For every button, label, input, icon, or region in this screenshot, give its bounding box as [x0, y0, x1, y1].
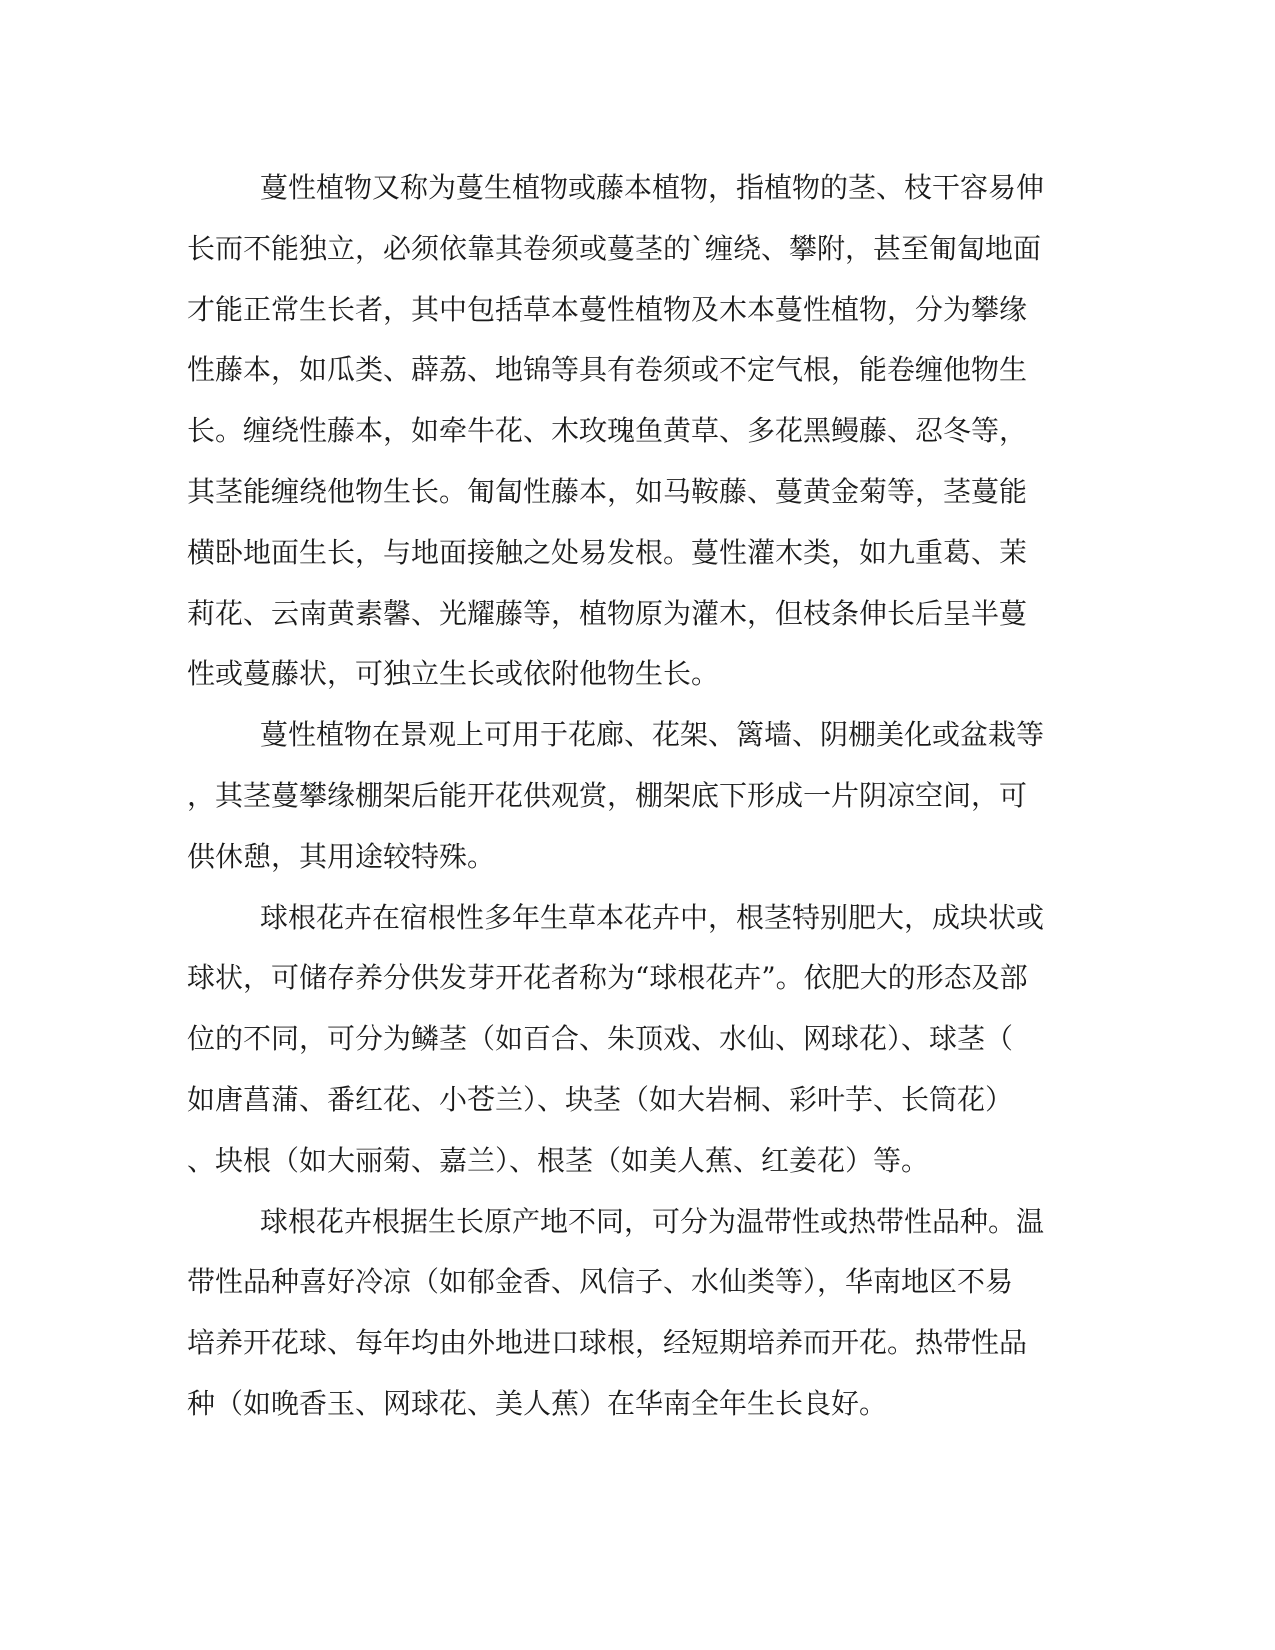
text-line: 带性品种喜好冷凉（如郁金香、风信子、水仙类等），华南地区不易	[187, 1265, 1014, 1299]
text-line: 长而不能独立，必须依靠其卷须或蔓茎的`缠绕、攀附，甚至匍匐地面	[187, 231, 1042, 265]
paragraph-climbing-plants-definition	[187, 158, 1067, 705]
text-line: 横卧地面生长，与地面接触之处易发根。蔓性灌木类，如九重葛、茉	[187, 535, 1028, 569]
text-line: 性藤本，如瓜类、薜荔、地锦等具有卷须或不定气根，能卷缠他物生	[187, 353, 1028, 387]
text-line: 其茎能缠绕他物生长。匍匐性藤本，如马鞍藤、蔓黄金菊等，茎蔓能	[187, 474, 1028, 508]
text-line: ，其茎蔓攀缘棚架后能开花供观赏，棚架底下形成一片阴凉空间，可	[187, 778, 1028, 812]
paragraph-bulb-flowers-origin	[187, 1192, 1067, 1435]
text-line: 蔓性植物又称为蔓生植物或藤本植物，指植物的茎、枝干容易伸	[260, 171, 1045, 204]
text-line: 球根花卉根据生长原产地不同，可分为温带性或热带性品种。温	[260, 1204, 1045, 1238]
paragraph-climbing-plants-landscape	[187, 705, 1067, 887]
text-line: 长。缠绕性藤本，如牵牛花、木玫瑰鱼黄草、多花黑鳗藤、忍冬等，	[187, 414, 1028, 448]
document-body	[187, 158, 1067, 1435]
text-line: 供休憩，其用途较特殊。	[187, 839, 496, 873]
text-line: 莉花、云南黄素馨、光耀藤等，植物原为灌木，但枝条伸长后呈半蔓	[187, 596, 1028, 630]
text-line: 蔓性植物在景观上可用于花廊、花架、篱墙、阴棚美化或盆栽等	[260, 718, 1045, 752]
paragraph-bulb-flowers-definition	[187, 888, 1067, 1192]
text-line: 球状，可储存养分供发芽开花者称为“球根花卉”。依肥大的形态及部	[187, 961, 1028, 995]
text-line: 球根花卉在宿根性多年生草本花卉中，根茎特别肥大，成块状或	[260, 900, 1045, 934]
text-line: 如唐菖蒲、番红花、小苍兰）、块茎（如大岩桐、彩叶芋、长筒花）	[187, 1082, 1014, 1116]
text-line: 、块根（如大丽菊、嘉兰）、根茎（如美人蕉、红姜花）等。	[187, 1143, 930, 1177]
text-line: 性或蔓藤状，可独立生长或依附他物生长。	[187, 657, 720, 691]
text-line: 培养开花球、每年均由外地进口球根，经短期培养而开花。热带性品	[187, 1326, 1028, 1360]
text-line: 位的不同，可分为鳞茎（如百合、朱顶戏、水仙、网球花）、球茎（	[187, 1022, 1014, 1056]
text-line: 才能正常生长者，其中包括草本蔓性植物及木本蔓性植物，分为攀缘	[187, 292, 1028, 326]
text-line: 种（如晚香玉、网球花、美人蕉）在华南全年生长良好。	[187, 1386, 888, 1420]
